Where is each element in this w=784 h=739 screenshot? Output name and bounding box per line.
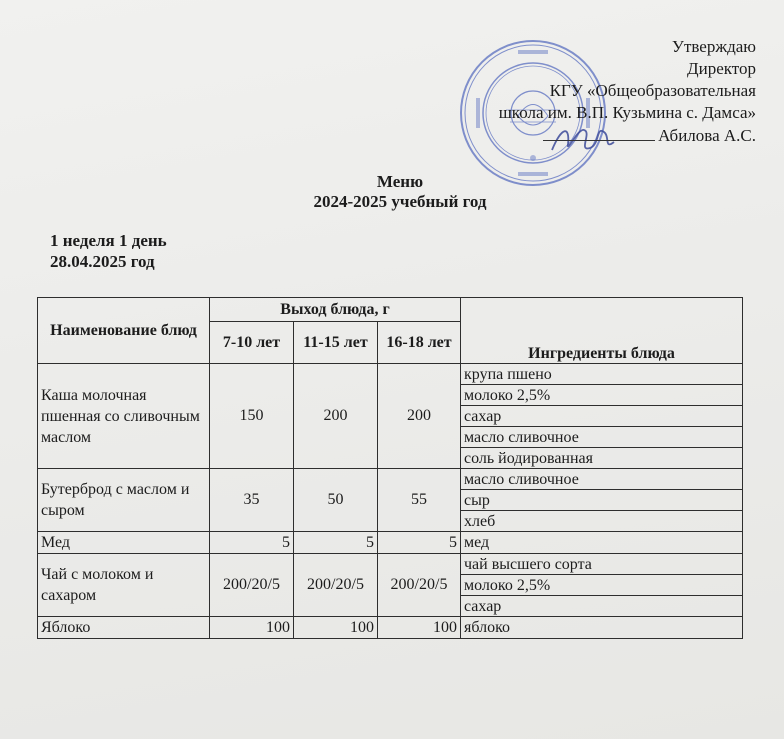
approval-signature-row bbox=[499, 124, 756, 147]
table-row bbox=[38, 469, 743, 490]
header-output: Выход блюда, г bbox=[210, 298, 461, 322]
signature-line bbox=[543, 124, 655, 141]
portion-7-10: 100 bbox=[210, 617, 294, 639]
approval-block bbox=[499, 36, 756, 147]
dish-name: Бутерброд с маслом и сыром bbox=[38, 469, 210, 532]
ingredient: яблоко bbox=[461, 617, 743, 639]
table-row bbox=[38, 617, 743, 639]
dish-name: Мед bbox=[38, 532, 210, 554]
ingredient: молоко 2,5% bbox=[461, 575, 743, 596]
table-row bbox=[38, 554, 743, 575]
ingredient: масло сливочное bbox=[461, 427, 743, 448]
ingredient: сахар bbox=[461, 596, 743, 617]
ingredient: чай высшего сорта bbox=[461, 554, 743, 575]
portion-16-18: 55 bbox=[378, 469, 461, 532]
portion-16-18: 100 bbox=[378, 617, 461, 639]
portion-16-18: 5 bbox=[378, 532, 461, 554]
portion-11-15: 5 bbox=[294, 532, 378, 554]
dish-name: Каша молочная пшенная со сливочным маслом bbox=[38, 364, 210, 469]
week-day-label: 1 неделя 1 день bbox=[50, 231, 167, 250]
portion-7-10: 5 bbox=[210, 532, 294, 554]
header-dish: Наименование блюд bbox=[38, 298, 210, 364]
approval-line-4: школа им. В.П. Кузьмина с. Дамса» bbox=[498, 103, 756, 122]
portion-11-15: 200 bbox=[294, 364, 378, 469]
ingredient: сыр bbox=[461, 490, 743, 511]
table-header-row bbox=[38, 298, 743, 322]
table-row bbox=[38, 364, 743, 385]
approval-line-3: КГУ «Общеобразовательная bbox=[549, 81, 756, 100]
portion-7-10: 200/20/5 bbox=[210, 554, 294, 617]
ingredient: молоко 2,5% bbox=[461, 385, 743, 406]
ingredient: соль йодированная bbox=[461, 448, 743, 469]
director-name: Абилова А.С. bbox=[658, 126, 756, 145]
header-age-11-15: 11-15 лет bbox=[294, 322, 378, 364]
portion-7-10: 35 bbox=[210, 469, 294, 532]
portion-7-10: 150 bbox=[210, 364, 294, 469]
header-ingredients: Ингредиенты блюда bbox=[461, 298, 743, 364]
menu-table bbox=[37, 297, 743, 639]
header-age-16-18: 16-18 лет bbox=[378, 322, 461, 364]
week-info bbox=[50, 230, 167, 272]
dish-name: Чай с молоком и сахаром bbox=[38, 554, 210, 617]
menu-date: 28.04.2025 год bbox=[50, 252, 155, 271]
portion-11-15: 200/20/5 bbox=[294, 554, 378, 617]
ingredient: хлеб bbox=[461, 511, 743, 532]
ingredient: сахар bbox=[461, 406, 743, 427]
ingredient: масло сливочное bbox=[461, 469, 743, 490]
table-row bbox=[38, 532, 743, 554]
approval-line-1: Утверждаю bbox=[671, 37, 756, 56]
school-year: 2024-2025 учебный год bbox=[313, 192, 487, 211]
portion-11-15: 100 bbox=[294, 617, 378, 639]
header-age-7-10: 7-10 лет bbox=[210, 322, 294, 364]
dish-name: Яблоко bbox=[38, 617, 210, 639]
portion-16-18: 200/20/5 bbox=[378, 554, 461, 617]
portion-11-15: 50 bbox=[294, 469, 378, 532]
menu-title: Меню bbox=[376, 172, 424, 191]
portion-16-18: 200 bbox=[378, 364, 461, 469]
ingredient: крупа пшено bbox=[461, 364, 743, 385]
approval-line-2: Директор bbox=[687, 59, 756, 78]
ingredient: мед bbox=[461, 532, 743, 554]
